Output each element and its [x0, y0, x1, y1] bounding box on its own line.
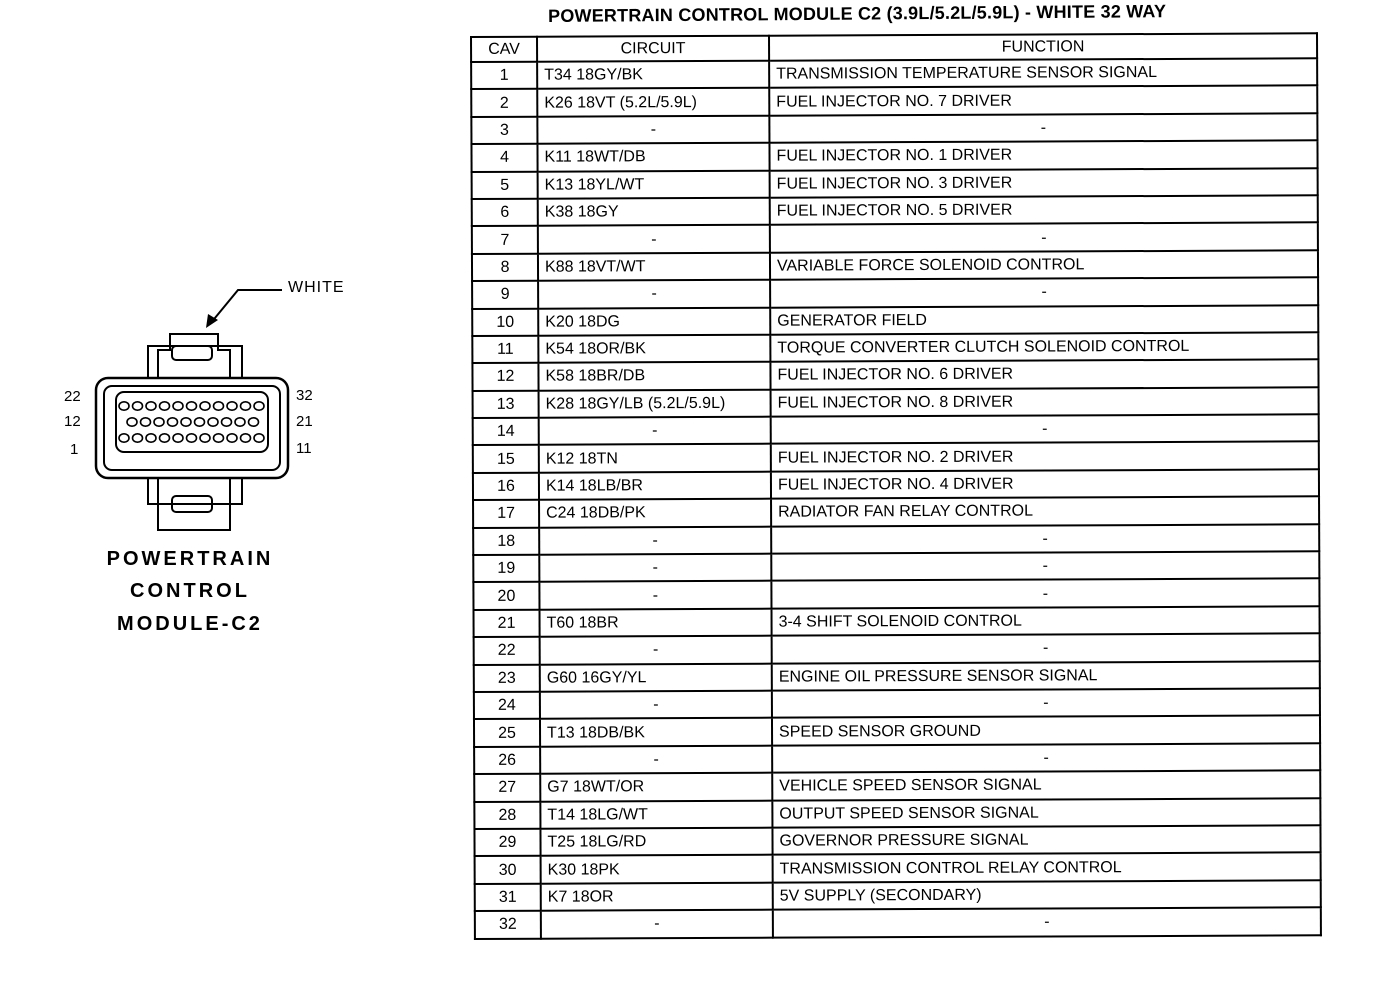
- column-header-cav: CAV: [471, 37, 537, 62]
- cell-cav: 19: [473, 555, 539, 583]
- pin-hole: [200, 434, 210, 442]
- table-row: [474, 770, 1320, 801]
- table-header-row: [471, 33, 1317, 62]
- cell-function: -: [771, 524, 1319, 554]
- cell-function: TRANSMISSION CONTROL RELAY CONTROL: [773, 853, 1321, 883]
- pin-label-right-bottom: 11: [296, 440, 312, 457]
- cell-cav: 25: [474, 719, 540, 747]
- cell-function: TORQUE CONVERTER CLUTCH SOLENOID CONTROL: [770, 332, 1318, 362]
- cell-function: -: [769, 113, 1317, 143]
- pin-hole: [254, 434, 264, 442]
- pin-hole: [133, 402, 143, 410]
- column-header-circuit: CIRCUIT: [537, 36, 769, 62]
- column-header-function: FUNCTION: [769, 33, 1317, 60]
- pin-table: [470, 32, 1322, 939]
- cell-circuit: -: [539, 581, 771, 609]
- cell-cav: 29: [474, 829, 540, 857]
- table-row: [474, 606, 1320, 637]
- pin-hole: [235, 418, 245, 426]
- table-row: [472, 168, 1318, 199]
- cell-circuit: -: [540, 745, 772, 773]
- cell-function: VEHICLE SPEED SENSOR SIGNAL: [772, 770, 1320, 800]
- table-row: [473, 414, 1319, 445]
- pin-hole: [146, 434, 156, 442]
- cell-cav: 18: [473, 527, 539, 555]
- table-row: [471, 113, 1317, 144]
- cell-cav: 17: [473, 500, 539, 528]
- cell-function: -: [772, 688, 1320, 718]
- pin-hole: [187, 402, 197, 410]
- cell-circuit: K26 18VT (5.2L/5.9L): [537, 88, 769, 116]
- pin-hole: [168, 418, 178, 426]
- cell-function: FUEL INJECTOR NO. 8 DRIVER: [771, 387, 1319, 417]
- table-row: [473, 524, 1319, 555]
- cell-function: GOVERNOR PRESSURE SIGNAL: [772, 825, 1320, 855]
- pin-hole: [249, 418, 259, 426]
- cell-function: FUEL INJECTOR NO. 4 DRIVER: [771, 469, 1319, 499]
- cell-cav: 6: [472, 199, 538, 227]
- cell-cav: 13: [473, 390, 539, 418]
- cell-function: -: [773, 907, 1321, 937]
- cell-cav: 11: [472, 336, 538, 364]
- cell-cav: 14: [473, 418, 539, 446]
- pin-label-left-bottom: 1: [70, 441, 79, 458]
- pin-hole: [119, 402, 129, 410]
- cell-function: FUEL INJECTOR NO. 1 DRIVER: [769, 140, 1317, 170]
- cell-function: VARIABLE FORCE SOLENOID CONTROL: [770, 250, 1318, 280]
- cell-circuit: K28 18GY/LB (5.2L/5.9L): [539, 389, 771, 417]
- cell-function: GENERATOR FIELD: [770, 305, 1318, 335]
- cell-circuit: -: [540, 636, 772, 664]
- cell-circuit: K12 18TN: [539, 444, 771, 472]
- table-row: [473, 442, 1319, 473]
- cell-circuit: K58 18BR/DB: [538, 362, 770, 390]
- table-row: [472, 277, 1318, 308]
- pin-hole: [227, 434, 237, 442]
- pin-table-container: [470, 32, 1320, 939]
- pin-hole: [241, 434, 251, 442]
- pin-hole: [187, 434, 197, 442]
- cell-function: ENGINE OIL PRESSURE SENSOR SIGNAL: [772, 661, 1320, 691]
- cell-function: 5V SUPPLY (SECONDARY): [773, 880, 1321, 910]
- table-row: [472, 360, 1318, 391]
- cell-function: -: [771, 579, 1319, 609]
- cell-circuit: T14 18LG/WT: [540, 800, 772, 828]
- cell-circuit: -: [541, 910, 773, 938]
- cell-circuit: C24 18DB/PK: [539, 499, 771, 527]
- table-row: [475, 880, 1321, 911]
- cell-circuit: K20 18DG: [538, 307, 770, 335]
- cell-cav: 9: [472, 281, 538, 309]
- pin-hole: [160, 434, 170, 442]
- pin-hole: [214, 402, 224, 410]
- cell-circuit: G60 16GY/YL: [540, 663, 772, 691]
- pin-hole: [154, 418, 164, 426]
- cell-circuit: -: [539, 554, 771, 582]
- pin-hole: [146, 402, 156, 410]
- cell-cav: 4: [471, 144, 537, 172]
- cell-function: FUEL INJECTOR NO. 6 DRIVER: [770, 360, 1318, 390]
- cell-cav: 10: [472, 308, 538, 336]
- pin-hole: [195, 418, 205, 426]
- cell-circuit: -: [537, 115, 769, 143]
- cell-circuit: T60 18BR: [540, 609, 772, 637]
- cell-cav: 8: [472, 253, 538, 281]
- cell-cav: 5: [472, 171, 538, 199]
- cell-function: -: [771, 551, 1319, 581]
- table-row: [471, 140, 1317, 171]
- cell-cav: 15: [473, 445, 539, 473]
- table-row: [473, 469, 1319, 500]
- table-row: [473, 497, 1319, 528]
- pin-hole: [133, 434, 143, 442]
- pin-hole: [173, 434, 183, 442]
- pin-hole: [241, 402, 251, 410]
- cell-function: TRANSMISSION TEMPERATURE SENSOR SIGNAL: [769, 58, 1317, 88]
- cell-function: -: [772, 743, 1320, 773]
- cell-function: -: [772, 634, 1320, 664]
- pin-hole: [200, 402, 210, 410]
- pin-label-right-top: 32: [296, 387, 313, 404]
- cell-function: OUTPUT SPEED SENSOR SIGNAL: [772, 798, 1320, 828]
- pin-hole: [227, 402, 237, 410]
- cell-circuit: -: [539, 417, 771, 445]
- pin-hole: [222, 418, 232, 426]
- cell-circuit: -: [540, 691, 772, 719]
- table-row: [474, 825, 1320, 856]
- table-row: [472, 250, 1318, 281]
- pin-hole: [214, 434, 224, 442]
- top-latch: [158, 334, 230, 378]
- cell-circuit: T34 18GY/BK: [537, 61, 769, 89]
- cell-cav: 31: [475, 883, 541, 911]
- top-latch-slot: [172, 346, 212, 360]
- cell-cav: 30: [475, 856, 541, 884]
- cell-cav: 32: [475, 911, 541, 939]
- cell-circuit: K54 18OR/BK: [538, 335, 770, 363]
- caption-line-2: CONTROL: [130, 580, 250, 602]
- table-row: [474, 688, 1320, 719]
- table-row: [475, 853, 1321, 884]
- cell-cav: 23: [474, 664, 540, 692]
- table-row: [471, 86, 1317, 117]
- pin-hole: [160, 402, 170, 410]
- cell-cav: 2: [471, 89, 537, 117]
- pin-hole: [141, 418, 151, 426]
- cell-function: -: [770, 277, 1318, 307]
- cell-function: FUEL INJECTOR NO. 3 DRIVER: [770, 168, 1318, 198]
- cell-function: FUEL INJECTOR NO. 2 DRIVER: [771, 442, 1319, 472]
- cell-cav: 24: [474, 692, 540, 720]
- table-row: [474, 798, 1320, 829]
- cell-cav: 26: [474, 746, 540, 774]
- table-row: [474, 716, 1320, 747]
- table-row: [475, 907, 1321, 938]
- cell-function: FUEL INJECTOR NO. 7 DRIVER: [769, 86, 1317, 116]
- table-row: [472, 332, 1318, 363]
- table-row: [474, 634, 1320, 665]
- pin-hole: [181, 418, 191, 426]
- table-row: [472, 305, 1318, 336]
- table-row: [473, 551, 1319, 582]
- leader-line: [210, 290, 282, 324]
- cell-circuit: K7 18OR: [541, 882, 773, 910]
- pin-hole: [254, 402, 264, 410]
- cell-circuit: K14 18LB/BR: [539, 472, 771, 500]
- cell-circuit: -: [539, 526, 771, 554]
- caption-line-1: POWERTRAIN: [106, 548, 274, 570]
- cell-cav: 28: [474, 801, 540, 829]
- cell-function: -: [771, 414, 1319, 444]
- cell-function: FUEL INJECTOR NO. 5 DRIVER: [770, 195, 1318, 225]
- table-row: [471, 58, 1317, 89]
- cell-circuit: K38 18GY: [538, 198, 770, 226]
- cell-cav: 16: [473, 473, 539, 501]
- pin-hole: [173, 402, 183, 410]
- table-row: [474, 743, 1320, 774]
- cell-function: SPEED SENSOR GROUND: [772, 716, 1320, 746]
- table-row: [472, 195, 1318, 226]
- cell-cav: 27: [474, 774, 540, 802]
- pin-label-left-middle: 12: [64, 413, 81, 430]
- pin-label-right-middle: 21: [296, 413, 313, 430]
- cell-circuit: G7 18WT/OR: [540, 773, 772, 801]
- cell-circuit: K11 18WT/DB: [537, 143, 769, 171]
- cell-circuit: -: [538, 225, 770, 253]
- cell-circuit: -: [538, 280, 770, 308]
- table-row: [473, 579, 1319, 610]
- cell-function: RADIATOR FAN RELAY CONTROL: [771, 497, 1319, 527]
- cell-circuit: K30 18PK: [541, 855, 773, 883]
- table-row: [472, 223, 1318, 254]
- table-body: [471, 58, 1321, 938]
- caption-line-3: MODULE-C2: [117, 613, 263, 635]
- connector-color-label: WHITE: [288, 279, 345, 296]
- page-title: POWERTRAIN CONTROL MODULE C2 (3.9L/5.2L/5.9L) - WHITE 32 WAY: [548, 1, 1167, 26]
- cell-circuit: K13 18YL/WT: [538, 170, 770, 198]
- cell-circuit: T13 18DB/BK: [540, 718, 772, 746]
- table-row: [473, 387, 1319, 418]
- pin-holes: [119, 402, 264, 442]
- cell-function: 3-4 SHIFT SOLENOID CONTROL: [772, 606, 1320, 636]
- cell-cav: 21: [474, 610, 540, 638]
- pin-hole: [127, 418, 137, 426]
- cell-cav: 3: [471, 116, 537, 144]
- cell-cav: 7: [472, 226, 538, 254]
- pin-label-left-top: 22: [64, 388, 81, 405]
- cell-circuit: K88 18VT/WT: [538, 252, 770, 280]
- cell-cav: 22: [474, 637, 540, 665]
- cell-function: -: [770, 223, 1318, 253]
- pin-hole: [208, 418, 218, 426]
- cell-cav: 12: [472, 363, 538, 391]
- cell-cav: 1: [471, 62, 537, 90]
- bottom-latch: [148, 478, 242, 504]
- cell-circuit: T25 18LG/RD: [540, 828, 772, 856]
- pin-hole: [119, 434, 129, 442]
- cell-cav: 20: [473, 582, 539, 610]
- table-row: [474, 661, 1320, 692]
